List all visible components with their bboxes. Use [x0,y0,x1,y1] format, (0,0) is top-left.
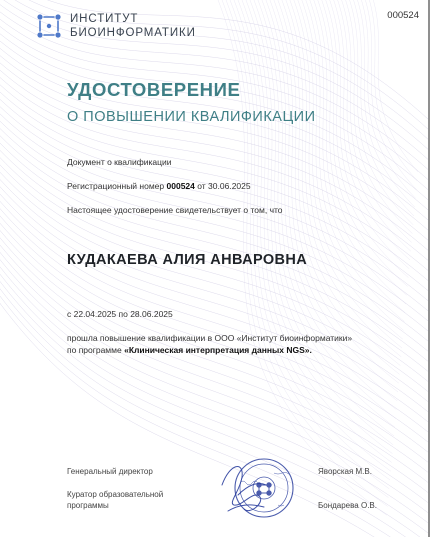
guilloche-swirl-line [366,0,417,181]
guilloche-swirl-line [314,0,407,295]
guilloche-swirl-line [278,0,400,374]
guilloche-swirl-line [222,0,388,498]
guilloche-swirl-line [282,0,400,366]
guilloche-swirl-line [274,0,399,383]
institute-name-line1: ИНСТИТУТ [70,13,139,25]
institute-logo [36,12,196,40]
guilloche-swirl-line [234,0,391,471]
guilloche-wave-line [0,177,430,450]
guilloche-wave-line [0,44,430,260]
guilloche-swirl-line [318,0,408,286]
signatory-name-director: Яворская М.В. [318,467,372,476]
guilloche-wave-line [0,114,430,360]
guilloche-swirl-line [286,0,401,357]
signatory-position-curator: Куратор образовательной программы [67,490,164,510]
signatory-name-curator: Бондарева О.В. [318,501,377,510]
signatory-position-director: Генеральный директор [67,467,153,476]
guilloche-swirl-line [242,0,392,454]
guilloche-swirl-line [354,0,415,207]
registration-number: 000524 [166,181,195,191]
guilloche-wave-line [0,163,430,430]
guilloche-swirl-line [362,0,416,190]
guilloche-wave-line [0,156,430,420]
guilloche-swirl-line [370,0,418,172]
certificate-statement: Настоящее удостоверение свидетельствует о том, что [67,205,283,215]
guilloche-swirl-line [334,0,411,251]
training-period: с 22.04.2025 по 28.06.2025 [67,309,173,319]
guilloche-wave-line [0,184,430,460]
official-stamp-seal [214,455,302,525]
program-line2 [67,345,397,357]
recipient-name: КУДАКАЕВА АЛИЯ АНВАРОВНА [67,252,308,268]
guilloche-swirl-line [226,0,389,489]
program-line1: прошла повышение квалификации в ООО «Институт биоинформатики» [67,333,353,343]
guilloche-wave-line [0,107,430,350]
document-type: Документ о квалификации [67,157,172,167]
program-prefix: по программе [67,344,122,355]
guilloche-swirl-line [326,0,409,269]
registration-prefix: Регистрационный номер [67,181,165,191]
guilloche-swirl-line [302,0,404,322]
institute-name-line2: БИОИНФОРМАТИКИ [70,27,196,39]
guilloche-swirl-line [346,0,413,225]
guilloche-swirl-line [250,0,394,436]
guilloche-swirl-line [310,0,406,304]
guilloche-swirl-line [306,0,405,313]
guilloche-swirl-line [342,0,412,234]
certificate-subtitle: О ПОВЫШЕНИИ КВАЛИФИКАЦИИ [67,109,316,125]
guilloche-swirl-line [338,0,412,242]
guilloche-swirl-line [294,0,403,339]
guilloche-swirl-line [246,0,393,445]
registration-date: от 30.06.2025 [197,181,251,191]
document-number: 000524 [387,10,419,21]
program-name: «Клиническая интерпретация данных NGS». [124,344,312,355]
guilloche-wave-line [0,23,430,230]
guilloche-swirl-line [350,0,414,216]
guilloche-swirl-line [238,0,392,462]
logo-dots-icon [36,13,62,39]
registration-line [67,181,251,191]
guilloche-swirl-line [298,0,404,330]
certificate-title: УДОСТОВЕРЕНИЕ [67,79,241,100]
program-description [67,333,397,356]
institute-name [70,12,196,40]
guilloche-wave-line [0,100,430,340]
guilloche-swirl-line [230,0,390,480]
guilloche-swirl-line [358,0,416,198]
guilloche-swirl-line [322,0,408,278]
guilloche-wave-line [0,37,430,250]
guilloche-swirl-line [290,0,402,348]
guilloche-wave-line [0,191,430,470]
guilloche-swirl-line [330,0,410,260]
